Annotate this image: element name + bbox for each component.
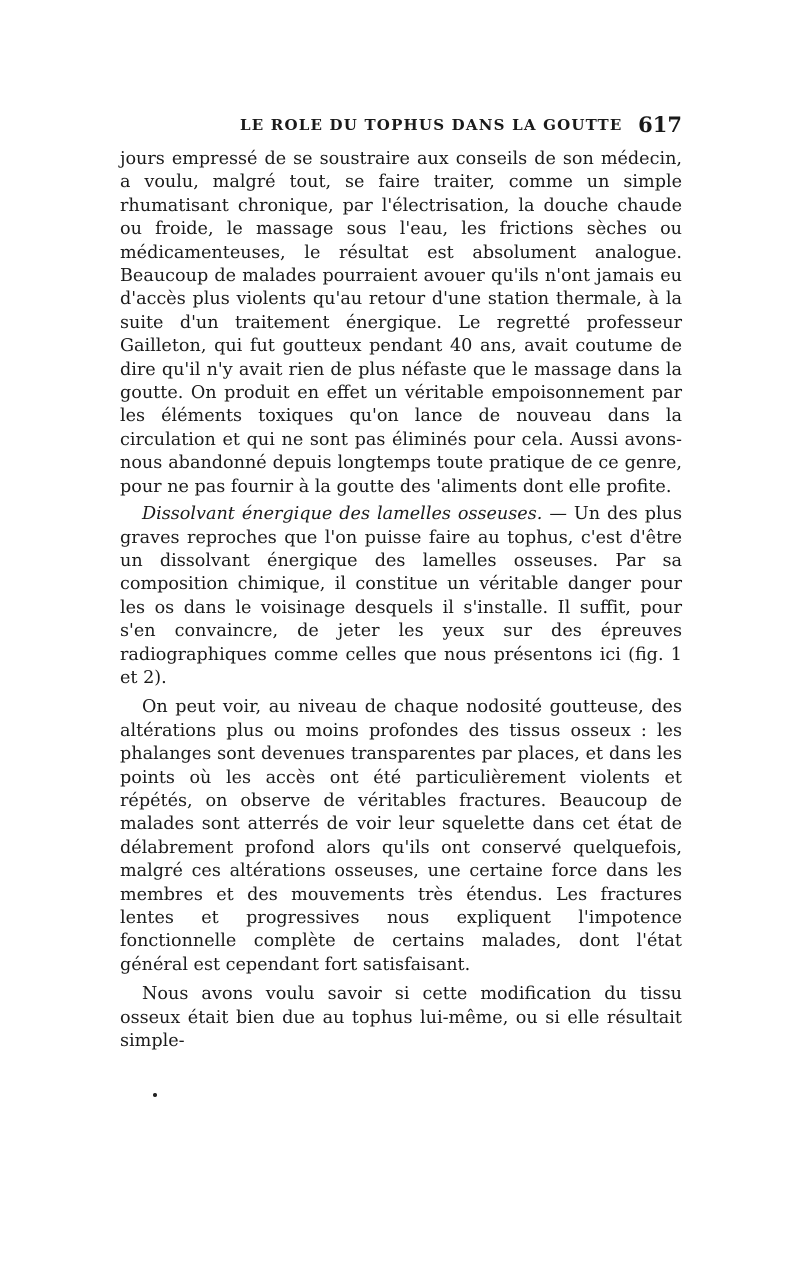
body-text (120, 148, 682, 1053)
paragraph-section (120, 503, 682, 690)
running-head (120, 112, 682, 142)
page-number: 617 (638, 112, 682, 137)
ink-speck (153, 1093, 157, 1097)
paragraph: Nous avons voulu savoir si cette modification du tissu osseux était bien due au tophus lui-même, ou si elle résultait simple- (120, 984, 682, 1052)
paragraph: On peut voir, au niveau de chaque nodosité goutteuse, des altérations plus ou moins profondes des tissus osseux : les phalanges sont devenues transparentes par places, et dans les points où les accès ont été particulièrement violents et répétés, on observe de véritables fractures. Beaucoup de malades sont atterrés de voir leur squelette dans cet état de délabrement profond alors qu'ils ont conservé quelquefois, malgré ces altérations osseuses, une certaine force dans les membres et des mouvements très étendus. Les fractures lentes et progressives nous expliquent l'impotence fonctionnelle complète de certains malades, dont l'état général est cependant fort satisfaisant. (120, 697, 682, 975)
section-text: — Un des plus graves reproches que l'on puisse faire au tophus, c'est d'être un dissolvant énergique des lamelles osseuses. Par sa composition chimique, il constitue un véritable danger pour les os dans le voisinage desquels il s'installe. Il suffit, pour s'en convaincre, de jeter les yeux sur des épreuves radiographiques comme celles que nous présentons ici (fig. 1 et 2). (120, 504, 682, 688)
running-title: LE ROLE DU TOPHUS DANS LA GOUTTE (240, 116, 623, 134)
section-heading: Dissolvant énergique des lamelles osseuses. (142, 504, 543, 525)
paragraph-continuation: jours empressé de se soustraire aux conseils de son médecin, a voulu, malgré tout, se faire traiter, comme un simple rhumatisant chronique, par l'électrisation, la douche chaude ou froide, le massage sous l'eau, les frictions sèches ou médicamenteuses, le résultat est absolument analogue. Beaucoup de malades pourraient avouer qu'ils n'ont jamais eu d'accès plus violents qu'au retour d'une station thermale, à la suite d'un traitement énergique. Le regretté professeur Gailleton, qui fut goutteux pendant 40 ans, avait coutume de dire qu'il n'y avait rien de plus néfaste que le massage dans la goutte. On produit en effet un véritable empoisonnement par les éléments toxiques qu'on lance de nouveau dans la circulation et qui ne sont pas éliminés pour cela. Aussi avons-nous abandonné depuis longtemps toute pratique de ce genre, pour ne pas fournir à la goutte des 'aliments dont elle profite. (120, 149, 682, 497)
